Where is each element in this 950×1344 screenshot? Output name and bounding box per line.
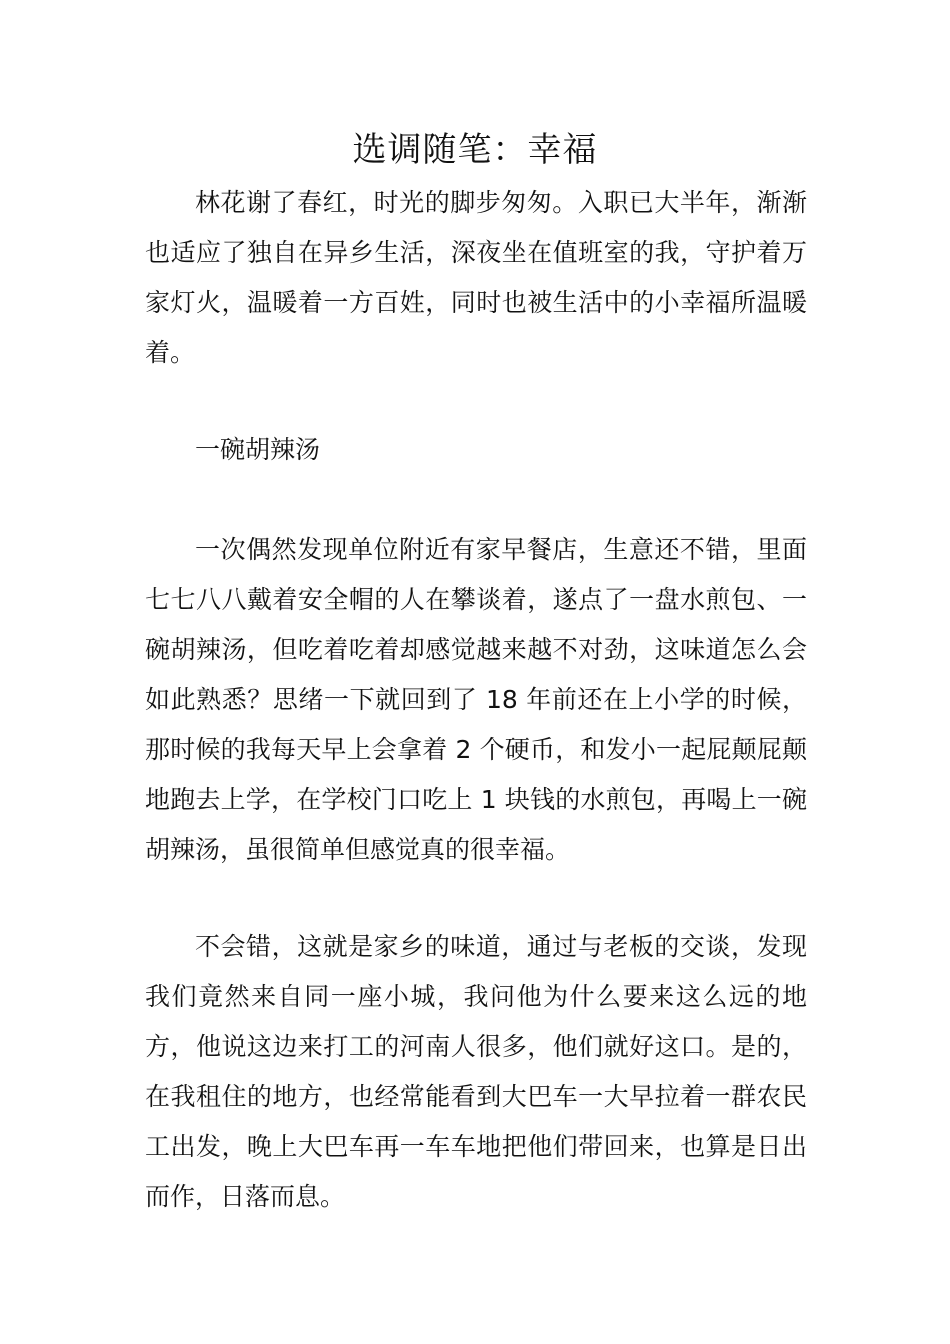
document-title: 选调随笔：幸福: [352, 130, 598, 170]
section-heading: 一碗胡辣汤: [195, 435, 321, 464]
paragraph-hometown: 不会错，这就是家乡的味道，通过与老板的交谈，发现我们竟然来自同一座小城，我问他为什么要来这么远的地方，他说这边来打工的河南人很多，他们就好这口。是的，在我租住的地方，也经常能看到大巴车一大早拉着一群农民工出发，晚上大巴车再一车车地把他们带回来，也算是日出而作，日落而息。: [145, 932, 807, 1211]
paragraph-intro: 林花谢了春红，时光的脚步匆匆。入职已大半年，渐渐也适应了独自在异乡生活，深夜坐在值班室的我，守护着万家灯火，温暖着一方百姓，同时也被生活中的小幸福所温暖着。: [145, 188, 807, 367]
paragraph-breakfast: 一次偶然发现单位附近有家早餐店，生意还不错，里面七七八八戴着安全帽的人在攀谈着，遂点了一盘水煎包、一碗胡辣汤，但吃着吃着却感觉越来越不对劲，这味道怎么会如此熟悉？思绪一下就回到了 18 年前还在上小学的时候，那时候的我每天早上会拿着 2 个硬币，和发小一起屁颠屁颠地跑去上学，在学校门口吃上 1 块钱的水煎包，再喝上一碗胡辣汤，虽很简单但感觉真的很幸福。: [145, 535, 807, 864]
